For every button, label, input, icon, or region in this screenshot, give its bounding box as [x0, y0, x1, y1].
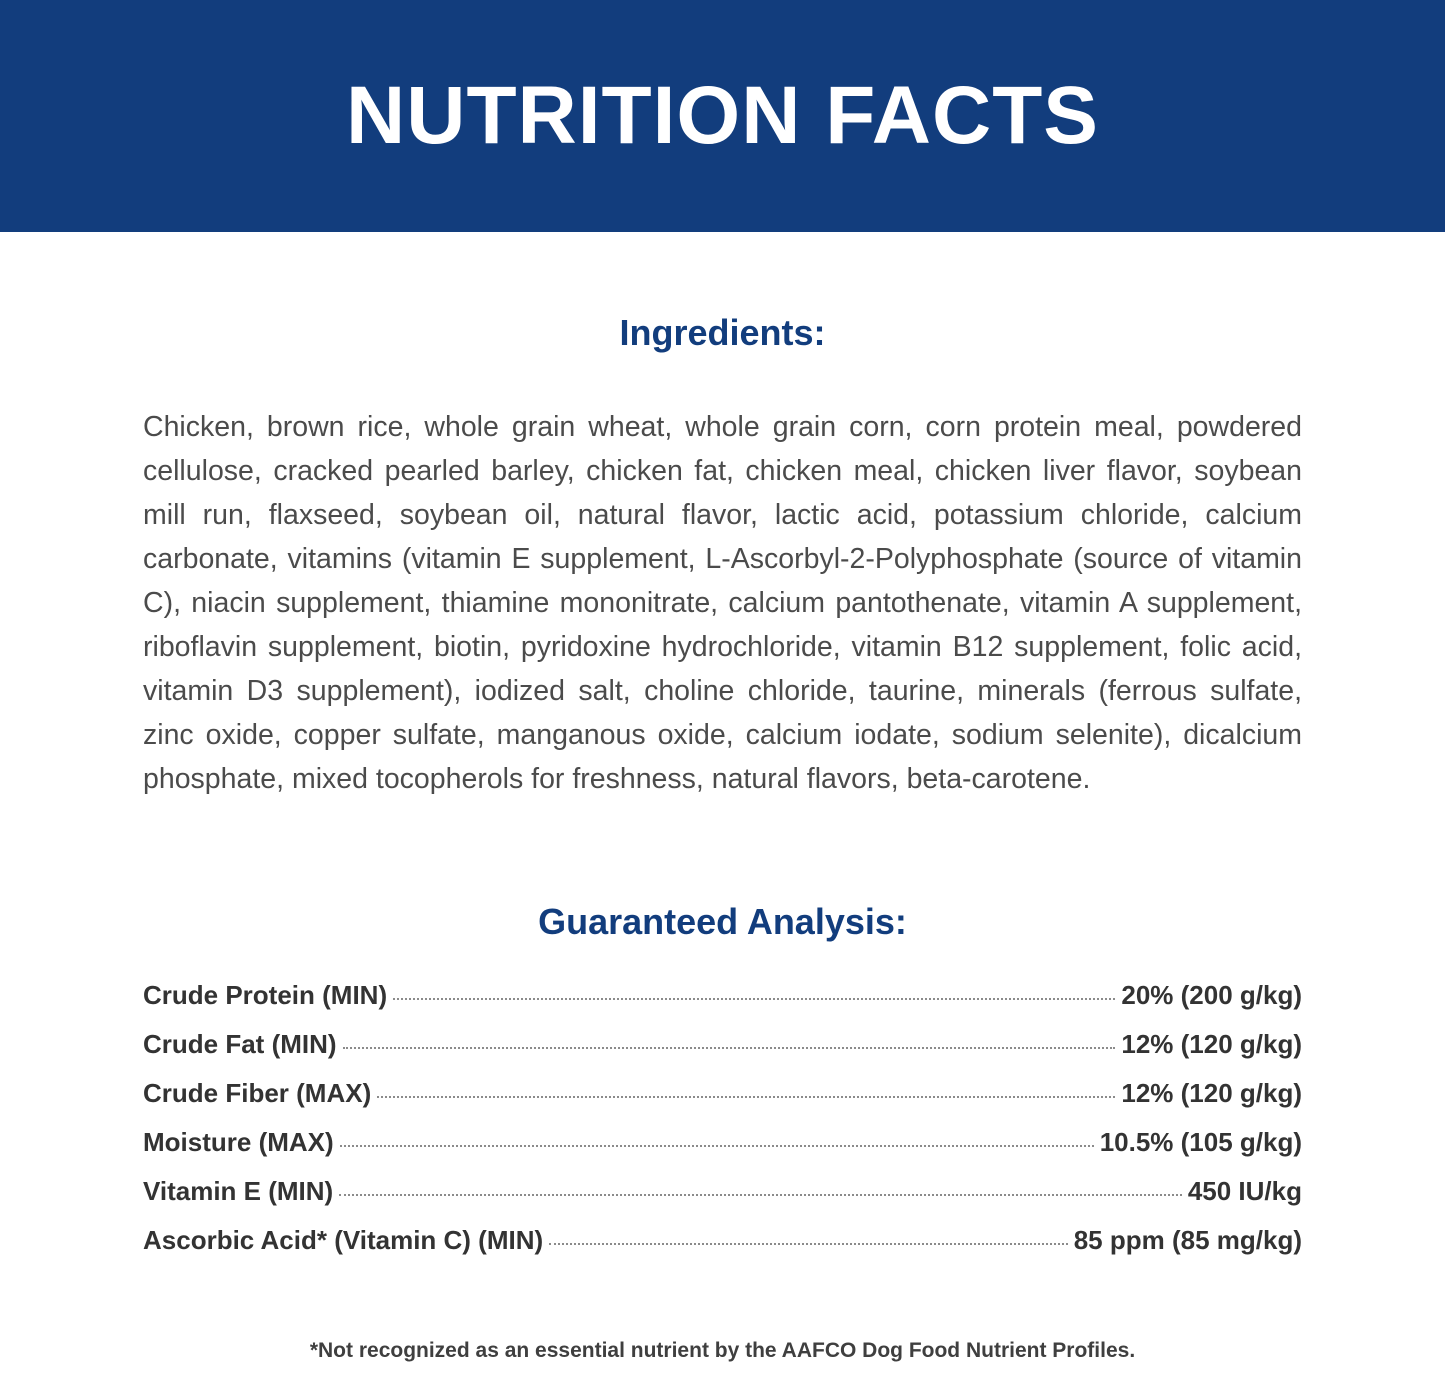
dot-leader [343, 1047, 1116, 1049]
guaranteed-analysis-heading: Guaranteed Analysis: [538, 901, 907, 942]
guaranteed-analysis-list [143, 971, 1302, 1265]
nutrient-value: 20% (200 g/kg) [1121, 980, 1302, 1010]
nutrient-label: Crude Fat (MIN) [143, 1029, 337, 1059]
nutrient-label: Moisture (MAX) [143, 1127, 334, 1157]
nutrient-label: Crude Protein (MIN) [143, 980, 388, 1010]
dot-leader [377, 1096, 1115, 1098]
nutrient-label: Vitamin E (MIN) [143, 1176, 334, 1206]
list-item [143, 1020, 1302, 1069]
nutrient-value: 85 ppm (85 mg/kg) [1073, 1225, 1302, 1255]
list-item [143, 1069, 1302, 1118]
list-item [143, 1216, 1302, 1265]
list-item [143, 971, 1302, 1020]
content-area [0, 232, 1445, 1363]
header-banner [0, 0, 1445, 232]
footnote: *Not recognized as an essential nutrient by the AAFCO Dog Food Nutrient Profiles. [309, 1339, 1136, 1362]
ingredients-heading: Ingredients: [619, 312, 826, 353]
dot-leader [393, 998, 1115, 1000]
dot-leader [339, 1194, 1182, 1196]
nutrient-value: 12% (120 g/kg) [1121, 1029, 1302, 1059]
nutrient-value: 450 IU/kg [1187, 1176, 1302, 1206]
dot-leader [340, 1145, 1094, 1147]
list-item [143, 1118, 1302, 1167]
dot-leader [549, 1243, 1068, 1245]
nutrient-value: 12% (120 g/kg) [1121, 1078, 1302, 1108]
nutrient-label: Ascorbic Acid* (Vitamin C) (MIN) [143, 1225, 544, 1255]
nutrient-label: Crude Fiber (MAX) [143, 1078, 372, 1108]
page-title: NUTRITION FACTS [346, 70, 1099, 161]
list-item [143, 1167, 1302, 1216]
nutrient-value: 10.5% (105 g/kg) [1099, 1127, 1302, 1157]
ingredients-text: Chicken, brown rice, whole grain wheat, whole grain corn, corn protein meal, powdered cellulose, cracked pearled barley, chicken fat, chicken meal, chicken liver flavor, soybean mill run, flaxseed, soybean oil, natural flavor, lactic acid, potassium chloride, calcium carbonate, vitamins (vitamin E supplement, L-Ascorbyl-2-Polyphosphate (source of vitamin C), niacin supplement, thiamine mononitrate, calcium pantothenate, vitamin A supplement, riboflavin supplement, biotin, pyridoxine hydrochloride, vitamin B12 supplement, folic acid, vitamin D3 supplement), iodized salt, choline chloride, taurine, minerals (ferrous sulfate, zinc oxide, copper sulfate, manganous oxide, calcium iodate, sodium selenite), dicalcium phosphate, mixed tocopherols for freshness, natural flavors, beta-carotene. [143, 410, 1302, 795]
